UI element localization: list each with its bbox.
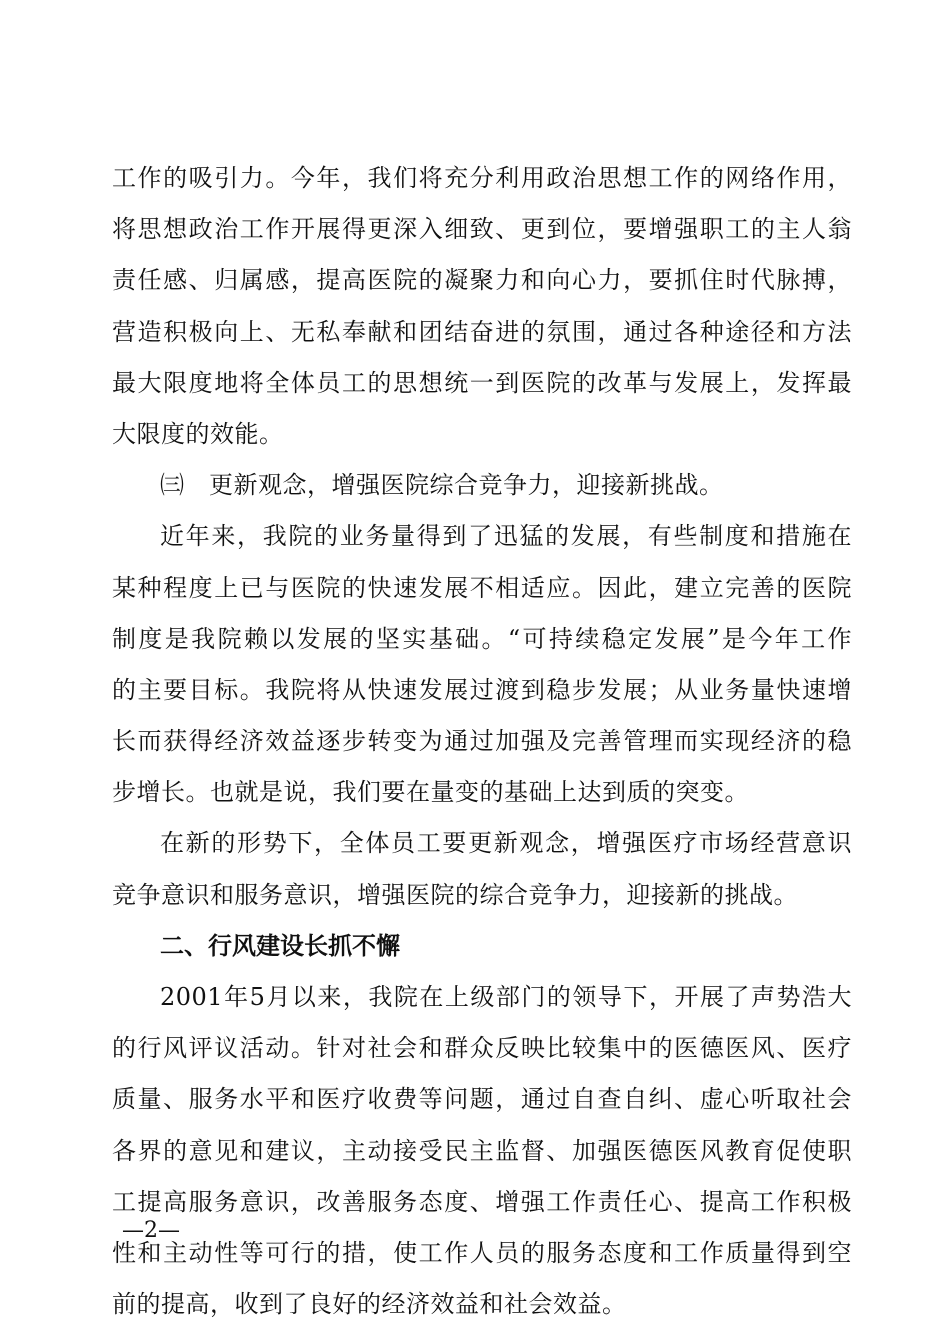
body-text <box>112 153 852 1330</box>
paragraph-line: 将思想政治工作开展得更深入细致、更到位，要增强职工的主人翁 <box>112 215 852 244</box>
paragraph-line: 前的提高，收到了良好的经济效益和社会效益。 <box>112 1290 627 1319</box>
paragraph-line: 竞争意识和服务意识，增强医院的综合竞争力，迎接新的挑战。 <box>112 880 798 909</box>
paragraph-line: 步增长。也就是说，我们要在量变的基础上达到质的突变。 <box>112 778 749 807</box>
paragraph-line: 2001年5月以来，我院在上级部门的领导下，开展了声势浩大 <box>160 983 852 1011</box>
paragraph-line: 责任感、归属感，提高医院的凝聚力和向心力，要抓住时代脉搏， <box>112 266 852 295</box>
paragraph-line: 在新的形势下，全体员工要更新观念，增强医疗市场经营意识 <box>160 829 852 858</box>
paragraph-line: 的主要目标。我院将从快速发展过渡到稳步发展；从业务量快速增 <box>112 675 852 704</box>
paragraph-line: 质量、服务水平和医疗收费等问题，通过自查自纠、虚心听取社会 <box>112 1085 852 1114</box>
paragraph-line: 营造积极向上、无私奉献和团结奋进的氛围，通过各种途径和方法 <box>112 317 852 346</box>
paragraph-line: 工提高服务意识，改善服务态度、增强工作责任心、提高工作积极 <box>112 1187 852 1216</box>
paragraph-line: 性和主动性等可行的措，使工作人员的服务态度和工作质量得到空 <box>112 1238 852 1267</box>
paragraph-line: 最大限度地将全体员工的思想统一到医院的改革与发展上，发挥最 <box>112 368 852 397</box>
paragraph-line: 长而获得经济效益逐步转变为通过加强及完善管理而实现经济的稳 <box>112 727 852 756</box>
paragraph-line: 工作的吸引力。今年，我们将充分利用政治思想工作的网络作用， <box>112 164 852 192</box>
section-heading: 二、行风建设长抓不懈 <box>160 931 400 960</box>
paragraph-line: 近年来，我院的业务量得到了迅猛的发展，有些制度和措施在 <box>160 522 852 551</box>
subsection-title: ㈢ 更新观念，增强医院综合竞争力，迎接新挑战。 <box>160 471 724 500</box>
paragraph-line: 大限度的效能。 <box>112 419 284 448</box>
paragraph-line: 某种程度上已与医院的快速发展不相适应。因此，建立完善的医院 <box>112 573 852 602</box>
paragraph-line: 各界的意见和建议，主动接受民主监督、加强医德医风教育促使职 <box>112 1136 852 1165</box>
paragraph-line: 制度是我院赖以发展的坚实基础。“可持续稳定发展”是今年工作 <box>112 624 852 653</box>
paragraph-line: 的行风评议活动。针对社会和群众反映比较集中的医德医风、医疗 <box>112 1034 852 1063</box>
page-number: —2— <box>122 1218 180 1243</box>
